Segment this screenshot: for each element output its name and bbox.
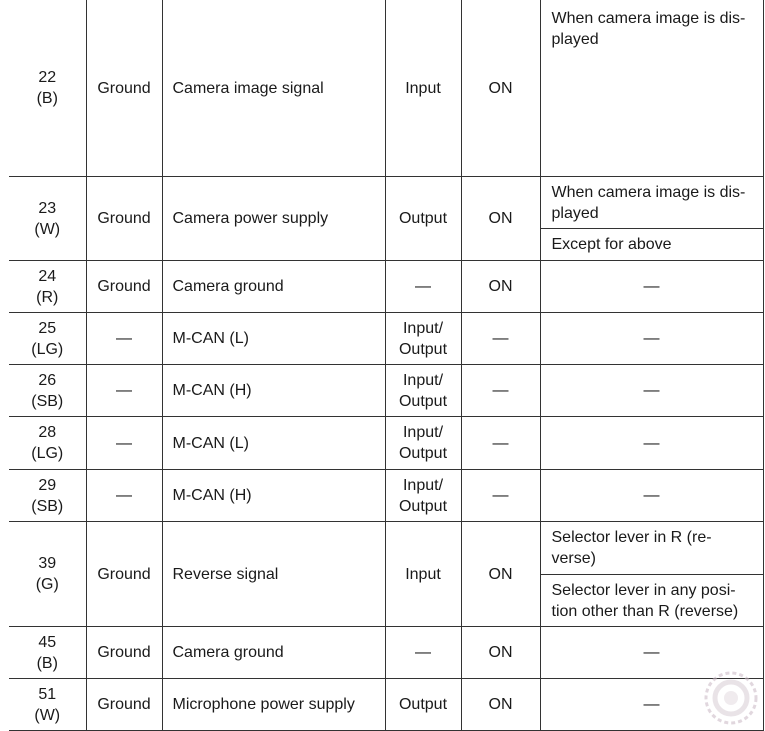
table-row <box>9 522 763 575</box>
plus-cell: Ground <box>86 627 162 679</box>
signal-name-cell: Microphone power supply <box>162 679 385 731</box>
condition-cell: When camera image is dis- played <box>540 0 763 177</box>
value-cell: — <box>461 470 540 522</box>
terminal-cell: 51 (W) <box>9 679 86 731</box>
plus-cell: — <box>86 470 162 522</box>
io-cell: Input/ Output <box>385 313 461 365</box>
value-cell: ON <box>461 627 540 679</box>
condition-cell: Selector lever in any posi- tion other than R (reverse) <box>540 575 763 627</box>
table-row <box>9 0 763 177</box>
io-cell: Input <box>385 0 461 177</box>
table-row <box>9 261 763 313</box>
table-row <box>9 177 763 229</box>
condition-cell: — <box>540 470 763 522</box>
io-cell: — <box>385 627 461 679</box>
table-row <box>9 313 763 365</box>
terminal-cell: 28 (LG) <box>9 417 86 470</box>
plus-cell: Ground <box>86 679 162 731</box>
terminal-cell: 24 (R) <box>9 261 86 313</box>
condition-cell: — <box>540 679 763 731</box>
terminal-cell: 23 (W) <box>9 177 86 261</box>
io-cell: Input/ Output <box>385 365 461 417</box>
signal-name-cell: Camera ground <box>162 261 385 313</box>
io-cell: Input/ Output <box>385 470 461 522</box>
signal-name-cell: Reverse signal <box>162 522 385 627</box>
condition-cell: When camera image is dis- played <box>540 177 763 229</box>
condition-cell: — <box>540 365 763 417</box>
value-cell: ON <box>461 522 540 627</box>
signal-name-cell: M-CAN (L) <box>162 313 385 365</box>
signal-name-cell: M-CAN (L) <box>162 417 385 470</box>
value-cell: ON <box>461 261 540 313</box>
terminal-cell: 22 (B) <box>9 0 86 177</box>
plus-cell: Ground <box>86 177 162 261</box>
io-cell: — <box>385 261 461 313</box>
terminal-table <box>9 0 764 731</box>
condition-cell: — <box>540 417 763 470</box>
plus-cell: Ground <box>86 0 162 177</box>
io-cell: Output <box>385 679 461 731</box>
plus-cell: — <box>86 365 162 417</box>
condition-cell: Except for above <box>540 229 763 261</box>
signal-name-cell: M-CAN (H) <box>162 365 385 417</box>
terminal-cell: 39 (G) <box>9 522 86 627</box>
table-row <box>9 365 763 417</box>
plus-cell: Ground <box>86 261 162 313</box>
watermark-seal-icon <box>703 670 759 726</box>
terminal-cell: 29 (SB) <box>9 470 86 522</box>
table-row <box>9 627 763 679</box>
condition-cell: — <box>540 627 763 679</box>
terminal-cell: 25 (LG) <box>9 313 86 365</box>
plus-cell: — <box>86 417 162 470</box>
io-cell: Input <box>385 522 461 627</box>
condition-cell: — <box>540 313 763 365</box>
value-cell: — <box>461 417 540 470</box>
io-cell: Output <box>385 177 461 261</box>
condition-cell: Selector lever in R (re- verse) <box>540 522 763 575</box>
plus-cell: Ground <box>86 522 162 627</box>
signal-name-cell: M-CAN (H) <box>162 470 385 522</box>
signal-name-cell: Camera image signal <box>162 0 385 177</box>
table-row <box>9 470 763 522</box>
value-cell: — <box>461 365 540 417</box>
condition-cell: — <box>540 261 763 313</box>
plus-cell: — <box>86 313 162 365</box>
signal-name-cell: Camera power supply <box>162 177 385 261</box>
table-row <box>9 679 763 731</box>
terminal-cell: 26 (SB) <box>9 365 86 417</box>
table-row <box>9 417 763 470</box>
signal-name-cell: Camera ground <box>162 627 385 679</box>
terminal-cell: 45 (B) <box>9 627 86 679</box>
value-cell: ON <box>461 0 540 177</box>
value-cell: — <box>461 313 540 365</box>
io-cell: Input/ Output <box>385 417 461 470</box>
value-cell: ON <box>461 177 540 261</box>
value-cell: ON <box>461 679 540 731</box>
